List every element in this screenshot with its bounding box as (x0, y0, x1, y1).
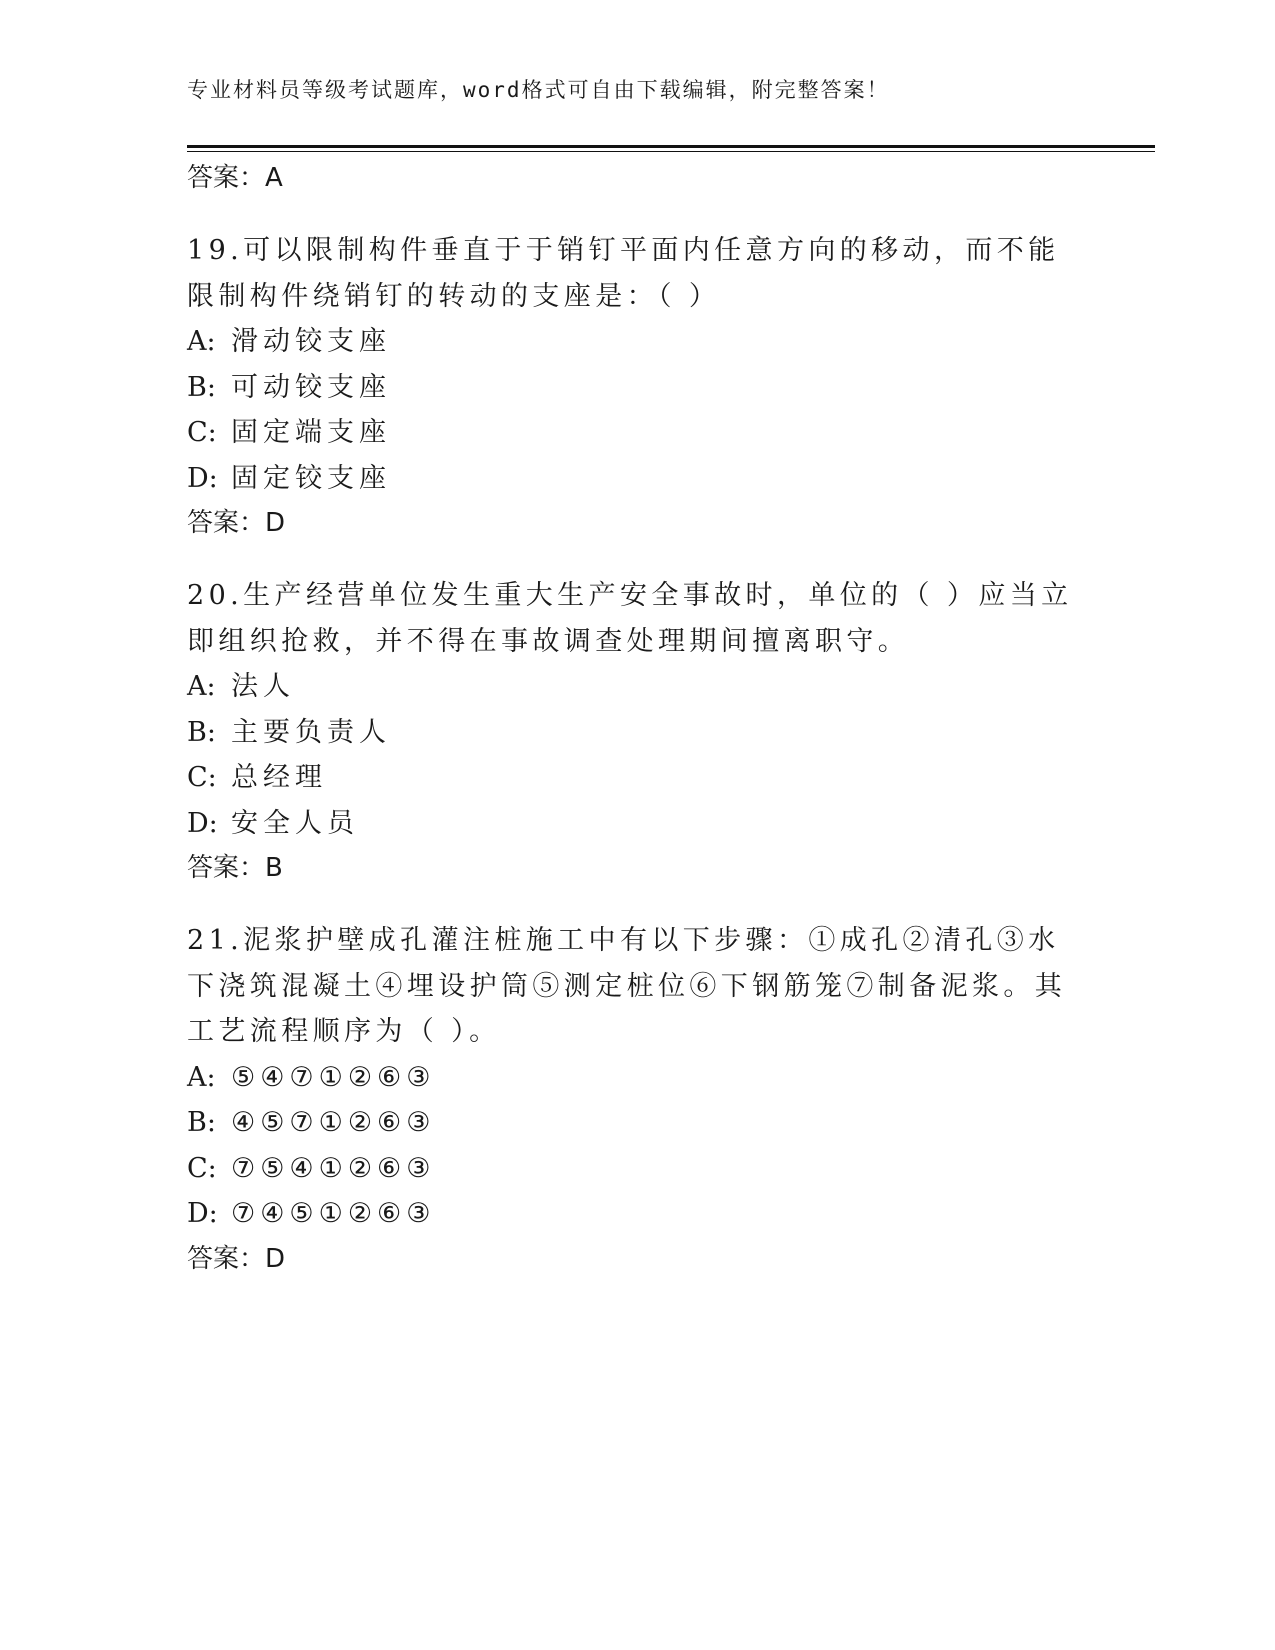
option-letter: A: (187, 326, 216, 357)
answer-line: 答案：D (187, 1243, 286, 1274)
question-stem: 19.可以限制构件垂直于于销钉平面内任意方向的移动，而不能限制构件绕销钉的转动的支座是：（ ） (187, 235, 1060, 312)
option-text: ⑤④⑦①②⑥③ (231, 1061, 436, 1093)
option-letter: D: (187, 1198, 218, 1229)
option-c (187, 1146, 1087, 1192)
option-d (187, 801, 1087, 847)
option-letter: C: (187, 417, 217, 448)
option-a (187, 1055, 1087, 1101)
question-stem: 20.生产经营单位发生重大生产安全事故时，单位的（ ）应当立即组织抢救，并不得在事故调查处理期间擅离职守。 (187, 580, 1073, 657)
option-b (187, 1100, 1087, 1146)
option-a (187, 319, 1087, 365)
option-letter: B: (187, 371, 216, 403)
answer-line: 答案：D (187, 508, 286, 538)
option-text: 可动铰支座 (231, 371, 391, 403)
option-letter: C: (187, 762, 217, 793)
option-text: 安全人员 (231, 807, 359, 839)
option-a (187, 664, 1087, 710)
option-text: ④⑤⑦①②⑥③ (231, 1107, 436, 1138)
answer-line: 答案：A (187, 163, 283, 193)
answer-line: 答案：B (187, 853, 283, 883)
option-text: 滑动铰支座 (231, 326, 391, 357)
option-text: 固定铰支座 (231, 462, 391, 494)
question-stem: 21.泥浆护壁成孔灌注桩施工中有以下步骤：①成孔②清孔③水下浇筑混凝土④埋设护筒⑤测定桩位⑥下钢筋笼⑦制备泥浆。其工艺流程顺序为（ ）。 (187, 925, 1067, 1047)
header-rule-thick (187, 145, 1155, 148)
option-letter: D: (187, 462, 218, 494)
option-letter: B: (187, 1107, 216, 1138)
option-b (187, 365, 1087, 411)
question-20 (187, 573, 1087, 890)
option-text: 法人 (231, 671, 295, 702)
option-c (187, 755, 1087, 801)
document-body (187, 156, 1087, 1281)
option-text: 固定端支座 (231, 417, 391, 448)
question-21 (187, 918, 1087, 1281)
option-text: 主要负责人 (231, 716, 391, 748)
option-text: 总经理 (231, 762, 327, 793)
option-letter: A: (187, 1061, 216, 1093)
page-header: 专业材料员等级考试题库，word格式可自由下载编辑，附完整答案！ (187, 78, 890, 102)
option-text: ⑦⑤④①②⑥③ (231, 1152, 436, 1184)
option-letter: C: (187, 1152, 217, 1184)
option-letter: B: (187, 716, 216, 748)
question-19 (187, 228, 1087, 545)
option-c (187, 410, 1087, 456)
option-letter: D: (187, 807, 218, 839)
option-letter: A: (187, 671, 216, 702)
option-text: ⑦④⑤①②⑥③ (231, 1198, 436, 1229)
header-rule-thin (187, 151, 1155, 152)
option-d (187, 1191, 1087, 1237)
option-d (187, 456, 1087, 502)
option-b (187, 710, 1087, 756)
